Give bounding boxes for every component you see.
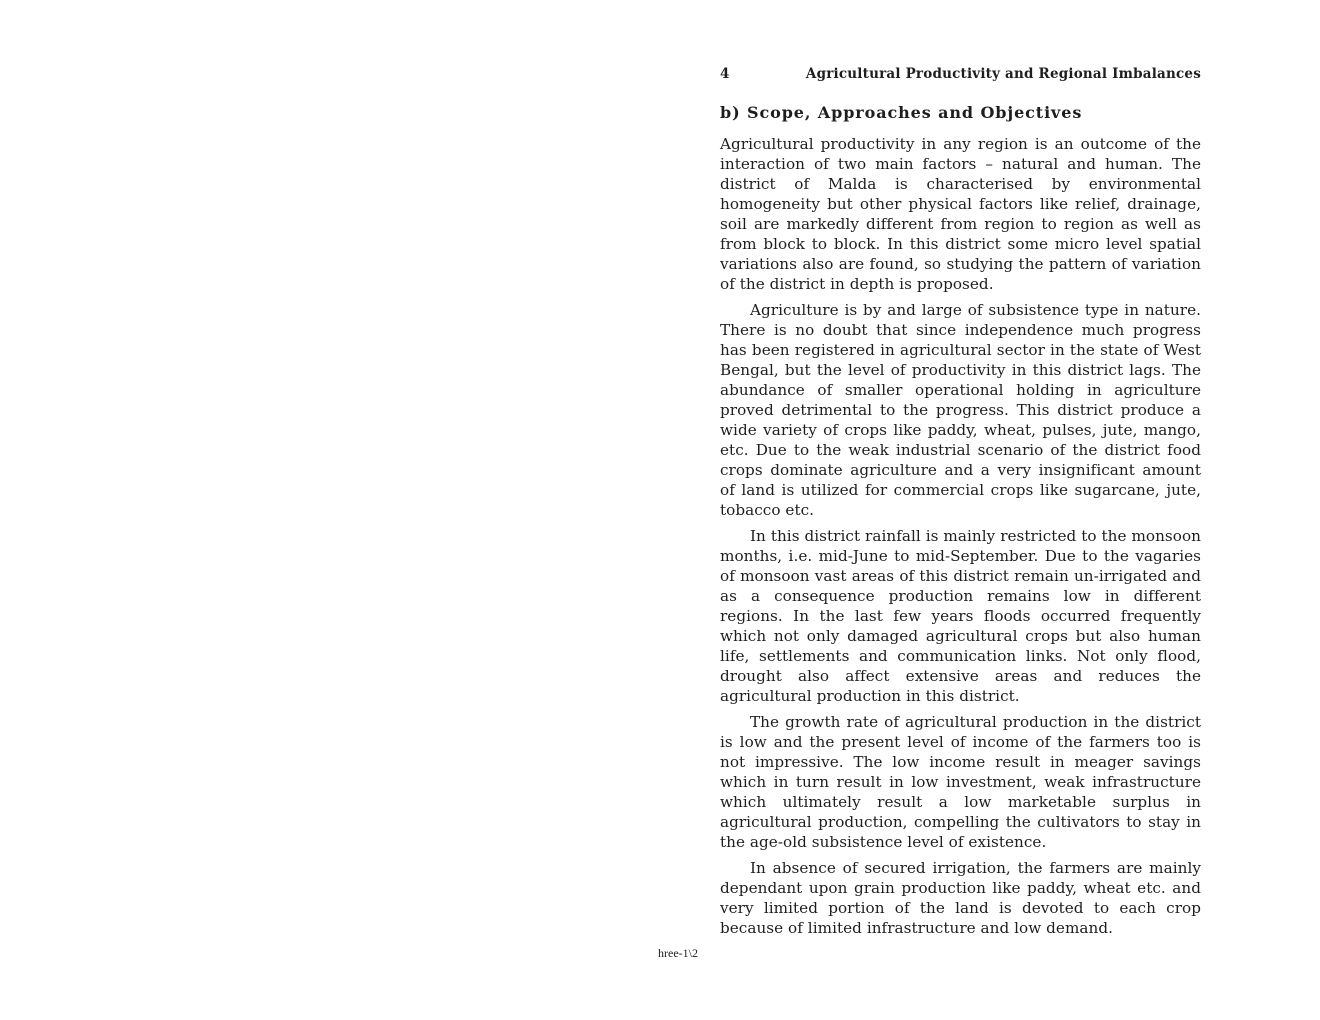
section-heading: b) Scope, Approaches and Objectives <box>720 103 1083 122</box>
print-slug: hree-1\2 <box>658 946 698 960</box>
paragraph-1: Agricultural productivity in any region is an outcome of the interaction of two main factors – natural and human. The district of Malda is characterised by environmental homogeneity but other physical factors like relief, drainage, soil are markedly different from region to region as well as from block to block. In this district some micro level spatial variations also are found, so studying the pattern of variation of the district in depth is proposed. <box>720 135 1201 293</box>
running-header <box>720 66 1201 90</box>
book-page <box>720 66 1201 944</box>
paragraph-3: In this district rainfall is mainly restricted to the monsoon months, i.e. mid-June to mid-September. Due to the vagaries of monsoon vast areas of this district remain un-irrigated and as a consequence production remains low in different regions. In the last few years floods occurred frequently which not only damaged agricultural crops but also human life, settlements and communication links. Not only flood, drought also affect extensive areas and reduces the agricultural production in this district. <box>720 527 1201 705</box>
paragraph-4: The growth rate of agricultural production in the district is low and the present level of income of the farmers too is not impressive. The low income result in meager savings which in turn result in low investment, weak infrastructure which ultimately result a low marketable surplus in agricultural production, compelling the cultivators to stay in the age-old subsistence level of existence. <box>720 713 1201 851</box>
paragraph-2: Agriculture is by and large of subsistence type in nature. There is no doubt that since independence much progress has been registered in agricultural sector in the state of West Bengal, but the level of productivity in this district lags. The abundance of smaller operational holding in agriculture proved detrimental to the progress. This district produce a wide variety of crops like paddy, wheat, pulses, jute, mango, etc. Due to the weak industrial scenario of the district food crops dominate agriculture and a very insignificant amount of land is utilized for commercial crops like sugarcane, jute, tobacco etc. <box>720 301 1201 519</box>
page-number: 4 <box>720 66 730 82</box>
paragraph-5: In absence of secured irrigation, the farmers are mainly dependant upon grain production like paddy, wheat etc. and very limited portion of the land is devoted to each crop because of limited infrastructure and low demand. <box>720 859 1201 937</box>
running-title: Agricultural Productivity and Regional Imbalances <box>805 66 1201 82</box>
